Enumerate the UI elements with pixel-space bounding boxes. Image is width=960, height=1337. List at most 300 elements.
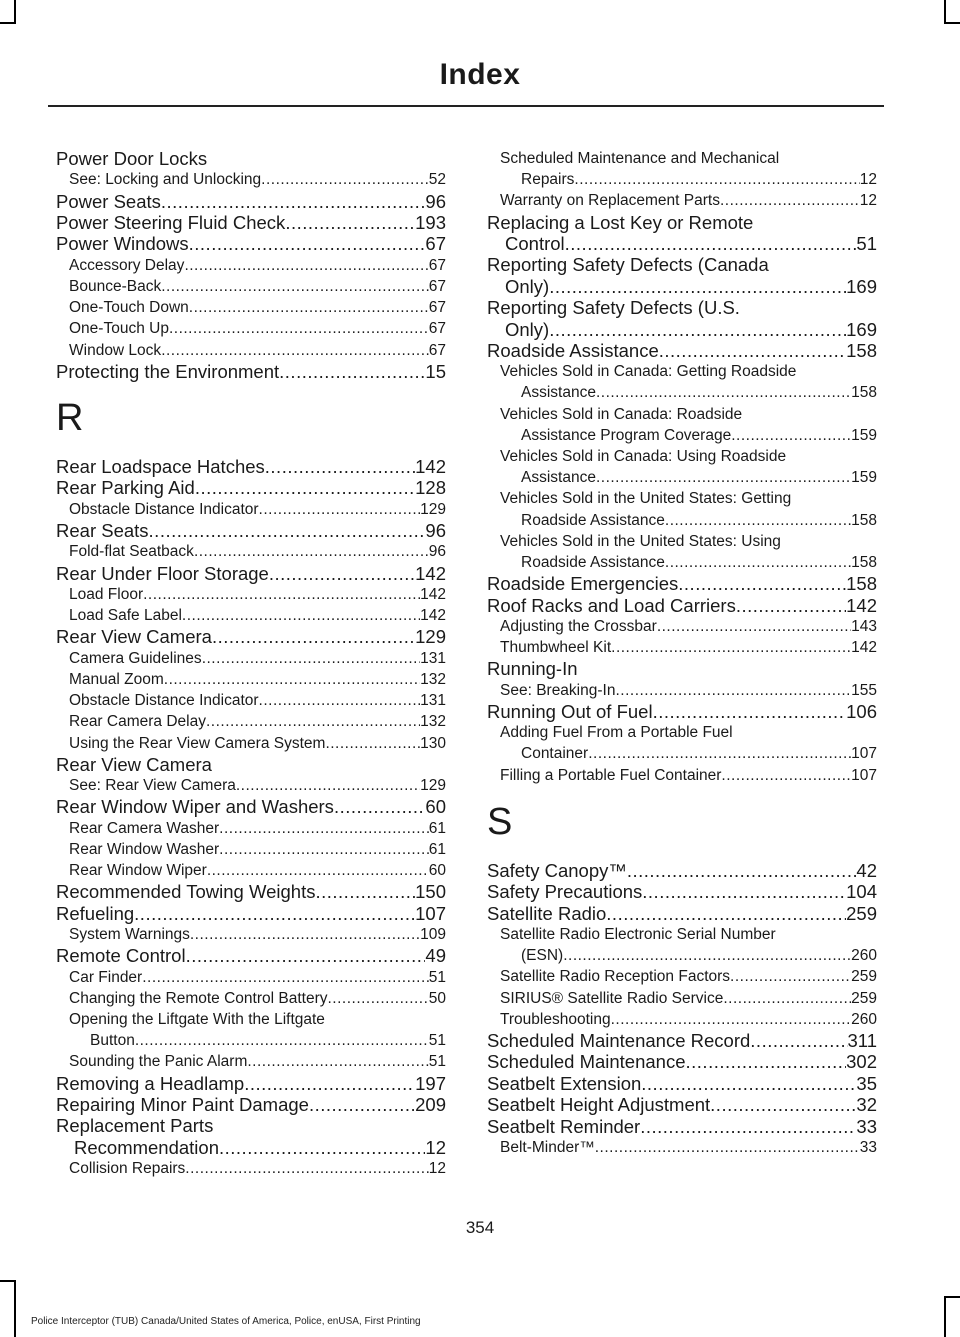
dot-leader [686,1051,847,1072]
index-entry[interactable] [487,595,877,616]
entry-title: Only) [505,318,550,340]
entry-page-number: 142 [415,562,446,584]
dot-leader [247,1051,428,1072]
entry-page-number: 51 [856,232,877,254]
dot-leader [219,818,429,839]
index-subentry[interactable] [56,1158,446,1179]
entry-page-number: 51 [428,1032,446,1050]
index-entry[interactable] [487,701,877,722]
entry-page-number: 143 [851,617,877,635]
entry-page-number: 109 [420,926,446,944]
entry-page-number: 209 [415,1093,446,1115]
entry-title: Rear Under Floor Storage [56,562,269,584]
index-subentry[interactable] [487,637,877,658]
index-subentry[interactable] [487,743,877,764]
entry-page-number: 131 [420,649,446,667]
dot-leader [710,1094,856,1115]
index-subentry[interactable] [487,552,877,573]
index-entry[interactable] [56,563,446,584]
index-column-left [56,148,446,1179]
entry-page-number: 129 [415,626,446,648]
dot-leader [595,1137,860,1158]
dot-leader [309,1094,415,1115]
entry-title: Car Finder [69,968,143,986]
index-entry[interactable] [56,477,446,498]
entry-page-number: 12 [859,171,877,189]
index-heading: Reporting Safety Defects (U.S. [487,297,740,319]
index-subentry[interactable] [487,945,877,966]
entry-title: Button [90,1032,135,1050]
dot-leader [202,648,420,669]
index-entry[interactable] [487,319,877,340]
entry-title: Recommendation [74,1136,219,1158]
dot-leader [195,477,415,498]
dot-leader [750,1030,847,1051]
entry-page-number: 50 [428,989,446,1007]
entry-page-number: 96 [428,543,446,561]
entry-page-number: 259 [851,989,877,1007]
dot-leader [236,775,420,796]
entry-title: Obstacle Distance Indicator [69,692,259,710]
index-subentry[interactable] [56,499,446,520]
page-title: Index [439,58,521,91]
dot-leader [185,1158,428,1179]
dot-leader [190,924,420,945]
entry-title: One-Touch Down [69,299,189,317]
dot-leader [653,701,847,722]
entry-page-number: 52 [428,171,446,189]
entry-title: Roof Racks and Load Carriers [487,594,736,616]
dot-leader [327,988,428,1009]
entry-title: Scheduled Maintenance Record [487,1029,751,1051]
entry-title: Assistance Program Coverage [521,426,732,444]
entry-page-number: 51 [428,1053,446,1071]
entry-page-number: 67 [425,233,446,255]
dot-leader [164,669,420,690]
dot-leader [325,733,420,754]
entry-title: See: Locking and Unlocking [69,171,262,189]
entry-page-number: 197 [415,1072,446,1094]
entry-page-number: 131 [420,692,446,710]
index-subentry[interactable] [56,988,446,1009]
index-subentry[interactable] [56,318,446,339]
dot-leader [135,1030,429,1051]
index-subentry[interactable] [56,860,446,881]
entry-page-number: 60 [428,862,446,880]
index-subentry[interactable] [487,425,877,446]
index-subentry[interactable] [56,255,446,276]
entry-title: Sounding the Panic Alarm [69,1053,248,1071]
index-subentry: Satellite Radio Electronic Serial Number [500,926,776,944]
entry-title: Rear Seats [56,520,149,542]
entry-title: Safety Canopy™ [487,859,627,881]
dot-leader [182,605,420,626]
entry-page-number: 129 [420,777,446,795]
entry-page-number: 32 [856,1094,877,1116]
dot-leader [641,1073,856,1094]
entry-title: Rear Loadspace Hatches [56,456,265,478]
index-subentry: Vehicles Sold in the United States: Using [500,532,781,550]
index-subentry[interactable] [487,510,877,531]
dot-leader [194,541,429,562]
entry-title: See: Breaking-In [500,681,616,699]
index-entry[interactable] [487,1094,877,1115]
index-entry[interactable] [56,456,446,477]
index-subentry[interactable] [487,988,877,1009]
entry-page-number: 128 [415,477,446,499]
entry-title: Protecting the Environment [56,360,280,382]
index-entry[interactable] [487,276,877,297]
index-subentry[interactable] [56,967,446,988]
index-subentry[interactable] [56,924,446,945]
index-subentry[interactable] [56,340,446,361]
dot-leader [244,1073,415,1094]
index-entry[interactable] [56,212,446,233]
entry-title: Running Out of Fuel [487,700,653,722]
entry-page-number: 61 [428,819,446,837]
entry-title: Camera Guidelines [69,649,202,667]
entry-title: Only) [505,275,550,297]
index-entry[interactable] [56,191,446,212]
index-entry[interactable] [56,520,446,541]
dot-leader [279,361,425,382]
index-subentry[interactable] [487,382,877,403]
index-entry[interactable] [56,626,446,647]
entry-page-number: 33 [856,1115,877,1137]
dot-leader [731,425,851,446]
index-entry[interactable] [487,860,877,881]
entry-title: Seatbelt Height Adjustment [487,1094,711,1116]
header-rule [48,105,884,107]
crop-mark [944,1296,960,1298]
dot-leader [212,626,415,647]
index-subentry: Scheduled Maintenance and Mechanical [500,150,780,167]
entry-page-number: 15 [425,360,446,382]
entry-title: One-Touch Up [69,320,169,338]
entry-page-number: 106 [846,700,877,722]
dot-leader [611,637,851,658]
dot-leader [206,711,420,732]
entry-page-number: 67 [428,341,446,359]
index-entry[interactable] [56,881,446,902]
entry-page-number: 107 [851,766,877,784]
index-subentry[interactable] [56,297,446,318]
dot-leader [315,881,415,902]
entry-title: Window Lock [69,341,162,359]
dot-leader [720,190,860,211]
entry-title: Seatbelt Extension [487,1072,642,1094]
entry-title: Changing the Remote Control Battery [69,989,328,1007]
entry-page-number: 142 [846,594,877,616]
entry-title: Power Windows [56,233,189,255]
index-subentry[interactable] [56,1030,446,1051]
entry-title: Rear Window Wiper and Washers [56,796,334,818]
entry-title: Roadside Assistance [521,553,665,571]
index-subentry[interactable] [487,467,877,488]
index-entry[interactable] [56,1073,446,1094]
dot-leader [269,563,415,584]
entry-page-number: 67 [428,320,446,338]
dot-leader [207,860,429,881]
dot-leader [563,945,851,966]
entry-page-number: 96 [425,520,446,542]
dot-leader [219,1137,425,1158]
dot-leader [642,881,846,902]
entry-page-number: 158 [846,339,877,361]
index-subentry[interactable] [487,1137,877,1158]
entry-page-number: 35 [856,1072,877,1094]
entry-title: Safety Precautions [487,881,643,903]
dot-leader [678,573,846,594]
entry-title: Control [505,232,565,254]
dot-leader [549,276,846,297]
entry-title: Warranty on Replacement Parts [500,192,720,210]
entry-title: Using the Rear View Camera System [69,734,326,752]
entry-page-number: 302 [846,1051,877,1073]
dot-leader [596,467,851,488]
entry-page-number: 33 [859,1138,877,1156]
entry-page-number: 42 [856,859,877,881]
index-subentry[interactable] [487,616,877,637]
dot-leader [169,318,429,339]
entry-title: Rear Parking Aid [56,477,195,499]
entry-title: Container [521,745,589,763]
dot-leader [730,966,851,987]
index-entry[interactable] [487,1030,877,1051]
index-subentry[interactable] [56,669,446,690]
entry-title: Assistance [521,384,596,402]
index-subentry[interactable] [56,169,446,190]
entry-page-number: 159 [851,426,877,444]
index-subentry: Vehicles Sold in the United States: Getting [500,490,792,508]
dot-leader [588,743,851,764]
dot-leader [611,1009,852,1030]
entry-title: Thumbwheel Kit [500,639,612,657]
dot-leader [259,690,421,711]
dot-leader [596,382,851,403]
index-subentry[interactable] [487,765,877,786]
entry-page-number: 158 [846,573,877,595]
entry-title: Repairing Minor Paint Damage [56,1093,309,1115]
crop-mark [14,0,16,22]
dot-leader [334,796,425,817]
entry-title: Recommended Towing Weights [56,881,316,903]
entry-page-number: 107 [415,902,446,924]
dot-leader [574,169,859,190]
entry-page-number: 259 [851,968,877,986]
dot-leader [161,276,429,297]
crop-mark [14,1280,16,1337]
entry-page-number: 142 [851,639,877,657]
index-subentry[interactable] [56,775,446,796]
entry-page-number: 159 [851,469,877,487]
entry-page-number: 49 [425,945,446,967]
entry-title: Belt-Minder™ [500,1138,595,1156]
entry-title: Rear View Camera [56,626,212,648]
dot-leader [134,903,415,924]
entry-title: Roadside Emergencies [487,573,679,595]
index-subentry[interactable] [487,169,877,190]
dot-leader [189,297,429,318]
entry-title: Load Floor [69,586,144,604]
index-entry[interactable] [56,1094,446,1115]
dot-leader [143,584,420,605]
entry-page-number: 132 [420,713,446,731]
entry-page-number: 142 [420,607,446,625]
entry-page-number: 155 [851,681,877,699]
entry-page-number: 132 [420,670,446,688]
page-number: 354 [465,1218,495,1237]
entry-title: (ESN) [521,947,564,965]
dot-leader [549,319,846,340]
index-subentry[interactable] [56,818,446,839]
index-entry[interactable] [487,903,877,924]
entry-page-number: 12 [425,1136,446,1158]
index-heading: Replacement Parts [56,1115,214,1137]
index-entry[interactable] [487,233,877,254]
index-subentry[interactable] [487,1009,877,1030]
entry-page-number: 158 [851,511,877,529]
entry-title: Seatbelt Reminder [487,1115,641,1137]
dot-leader [627,860,857,881]
index-section-letter: R [56,397,84,440]
crop-mark [944,1296,946,1337]
dot-leader [184,255,428,276]
entry-title: Refueling [56,902,135,924]
entry-title: Manual Zoom [69,670,164,688]
entry-title: Power Steering Fluid Check [56,211,286,233]
dot-leader [186,945,426,966]
entry-title: Adjusting the Crossbar [500,617,657,635]
dot-leader [665,552,851,573]
index-heading: Replacing a Lost Key or Remote [487,211,754,233]
index-heading: Rear View Camera [56,753,212,775]
index-entry[interactable] [487,340,877,361]
index-subentry: Adding Fuel From a Portable Fuel [500,724,733,742]
entry-title: Filling a Portable Fuel Container [500,766,722,784]
index-entry[interactable] [56,361,446,382]
crop-mark [0,1280,16,1282]
index-column-right [487,148,877,1158]
dot-leader [259,499,421,520]
entry-title: Troubleshooting [500,1010,611,1028]
index-entry[interactable] [487,881,877,902]
entry-title: Power Seats [56,190,161,212]
entry-title: Load Safe Label [69,607,182,625]
entry-title: Obstacle Distance Indicator [69,500,259,518]
index-subentry[interactable] [487,966,877,987]
index-subentry: Vehicles Sold in Canada: Using Roadside [500,448,787,466]
index-subentry[interactable] [487,680,877,701]
index-entry[interactable] [56,1137,446,1158]
entry-page-number: 158 [851,384,877,402]
index-entry[interactable] [56,903,446,924]
dot-leader [736,595,846,616]
index-entry[interactable] [487,1051,877,1072]
index-entry[interactable] [56,796,446,817]
index-subentry: Opening the Liftgate With the Liftgate [69,1010,325,1028]
entry-title: Fold-flat Seatback [69,543,194,561]
entry-page-number: 104 [846,881,877,903]
entry-title: Satellite Radio Reception Factors [500,968,731,986]
index-subentry[interactable] [56,711,446,732]
entry-title: Roadside Assistance [521,511,665,529]
index-section-letter: S [487,800,513,843]
crop-mark [0,22,16,24]
index-heading: Reporting Safety Defects (Canada [487,254,769,276]
index-entry[interactable] [487,573,877,594]
dot-leader [665,510,851,531]
entry-page-number: 60 [425,796,446,818]
entry-page-number: 150 [415,881,446,903]
index-subentry: Vehicles Sold in Canada: Roadside [500,405,743,423]
index-subentry[interactable] [56,648,446,669]
index-subentry[interactable] [56,1051,446,1072]
entry-title: Rear Window Wiper [69,862,207,880]
entry-title: See: Rear View Camera [69,777,236,795]
index-subentry[interactable] [56,605,446,626]
dot-leader [219,839,429,860]
entry-page-number: 158 [851,553,877,571]
entry-page-number: 142 [415,456,446,478]
footer-text: Police Interceptor (TUB) Canada/United States of America, Police, enUSA, First Printing [31,1316,421,1327]
index-subentry[interactable] [56,733,446,754]
dot-leader [640,1116,856,1137]
index-heading: Running-In [487,658,578,680]
index-subentry[interactable] [56,584,446,605]
dot-leader [606,903,846,924]
index-entry[interactable] [487,1116,877,1137]
entry-title: Scheduled Maintenance [487,1051,686,1073]
dot-leader [565,233,857,254]
dot-leader [189,233,426,254]
dot-leader [149,520,426,541]
entry-title: Repairs [521,171,575,189]
index-subentry[interactable] [56,690,446,711]
entry-page-number: 61 [428,840,446,858]
entry-title: Assistance [521,469,596,487]
dot-leader [723,988,851,1009]
entry-title: Satellite Radio [487,902,607,924]
entry-page-number: 96 [425,190,446,212]
dot-leader [285,212,415,233]
index-entry[interactable] [56,233,446,254]
entry-page-number: 12 [428,1160,446,1178]
entry-page-number: 260 [851,947,877,965]
index-entry[interactable] [56,945,446,966]
index-heading: Power Door Locks [56,148,208,169]
crop-mark [944,0,946,22]
entry-title: Bounce-Back [69,277,162,295]
entry-title: Rear Camera Washer [69,819,220,837]
dot-leader [265,456,415,477]
dot-leader [659,340,846,361]
entry-title: Rear Window Washer [69,840,220,858]
index-subentry[interactable] [487,190,877,211]
index-subentry[interactable] [56,541,446,562]
entry-page-number: 130 [420,734,446,752]
index-entry[interactable] [487,1073,877,1094]
entry-page-number: 169 [846,318,877,340]
index-subentry[interactable] [56,839,446,860]
entry-page-number: 107 [851,745,877,763]
entry-title: Removing a Headlamp [56,1072,245,1094]
entry-page-number: 260 [851,1010,877,1028]
entry-page-number: 12 [859,192,877,210]
entry-title: Rear Camera Delay [69,713,206,731]
index-subentry[interactable] [56,276,446,297]
entry-page-number: 169 [846,275,877,297]
